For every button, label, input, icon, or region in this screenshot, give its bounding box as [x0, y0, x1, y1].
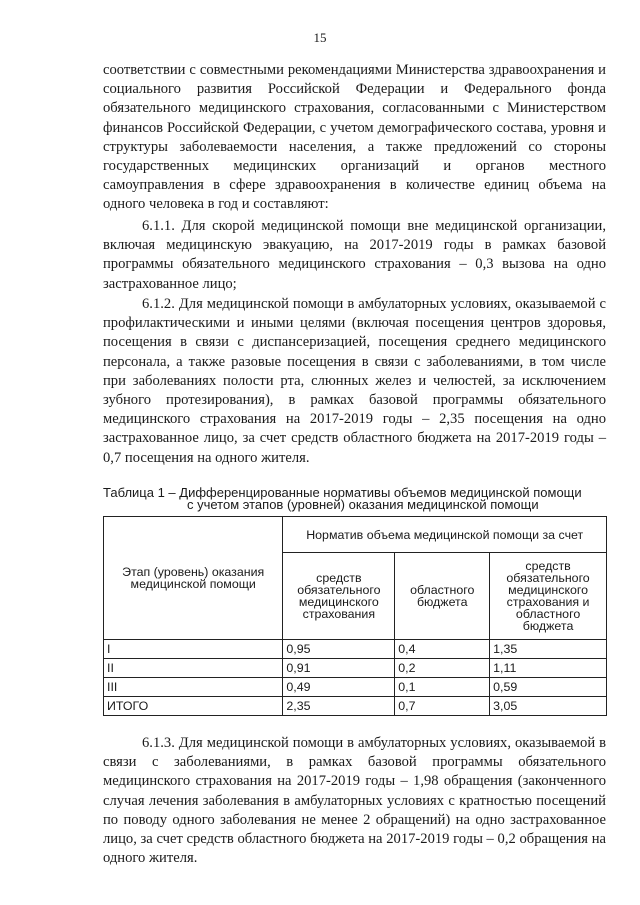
total-cell: 3,05	[490, 697, 607, 716]
table-row	[104, 659, 607, 678]
stage-cell: ИТОГО	[104, 697, 283, 716]
total-header: средств обязательного медицинского страхования и областного бюджета	[490, 553, 607, 640]
budget-cell: 0,7	[395, 697, 490, 716]
budget-header: областного бюджета	[395, 553, 490, 640]
stage-header: Этап (уровень) оказания медицинской помощи	[104, 517, 283, 640]
table-row-total	[104, 697, 607, 716]
intro-text: соответствии с совместными рекомендациями Министерства здравоохранения и социального развития Российской Федерации и Федерального фонда обязательного медицинского страхования, согласованными с Министерством финансов Российской Федерации, с учетом демографического состава, уровня и структуры заболеваемости населения, а также предложений со стороны государственных медицинских организаций и органов местного самоуправления в сфере здравоохранения в количестве единиц объема на одного человека в год и составляют:	[103, 62, 606, 213]
total-cell: 0,59	[490, 678, 607, 697]
oms-cell: 2,35	[283, 697, 395, 716]
page-number: 15	[313, 30, 327, 45]
oms-cell: 0,91	[283, 659, 395, 678]
stage-cell: II	[104, 659, 283, 678]
clause-6-1-3-text: 6.1.3. Для медицинской помощи в амбулаторных условиях, оказываемой в связи с заболеваниями, в рамках базовой программы обязательного медицинского страхования на 2017-2019 годы – 1,98 обращения (законченного случая лечения заболевания в амбулаторных условиях с кратностью посещений по поводу одного заболевания не менее 2 обращений) на одно застрахованное лицо, за счет средств областного бюджета на 2017-2019 годы – 0,2 обращения на одного жителя.	[103, 735, 606, 867]
budget-cell: 0,2	[395, 659, 490, 678]
table-caption	[103, 487, 606, 511]
total-cell: 1,11	[490, 659, 607, 678]
table-caption-line2: с учетом этапов (уровней) оказания медицинской помощи	[187, 497, 539, 512]
clause-6-1-3	[103, 734, 606, 868]
intro-paragraph	[103, 61, 606, 215]
table-row	[104, 678, 607, 697]
clause-6-1-2	[103, 295, 606, 468]
budget-cell: 0,4	[395, 640, 490, 659]
clause-6-1-2-text: 6.1.2. Для медицинской помощи в амбулаторных условиях, оказываемой с профилактическими и иными целями (включая посещения центров здоровья, посещения в связи с диспансеризацией, посещения среднего медицинского персонала, а также разовые посещения в связи с заболеваниями, в том числе при заболеваниях полости рта, слюнных желез и челюстей, за исключением зубного протезирования), в рамках базовой программы обязательного медицинского страхования на 2017-2019 годы – 2,35 посещения на одно застрахованное лицо, за счет средств областного бюджета на 2017-2019 годы – 0,7 посещения на одного жителя.	[103, 296, 606, 466]
norms-table	[103, 516, 607, 716]
stage-cell: III	[104, 678, 283, 697]
budget-cell: 0,1	[395, 678, 490, 697]
clause-6-1-1	[103, 217, 606, 294]
norm-header: Норматив объема медицинской помощи за счет	[283, 517, 607, 553]
oms-header: средств обязательного медицинского страхования	[283, 553, 395, 640]
clause-6-1-1-text: 6.1.1. Для скорой медицинской помощи вне медицинской организации, включая медицинскую эвакуацию, на 2017-2019 годы в рамках базовой программы обязательного медицинского страхования – 0,3 вызова на одно застрахованное лицо;	[103, 218, 606, 292]
table-row	[104, 640, 607, 659]
oms-cell: 0,49	[283, 678, 395, 697]
total-cell: 1,35	[490, 640, 607, 659]
table-caption-line1: Таблица 1 – Дифференцированные нормативы объемов медицинской помощи	[103, 485, 582, 500]
stage-cell: I	[104, 640, 283, 659]
oms-cell: 0,95	[283, 640, 395, 659]
